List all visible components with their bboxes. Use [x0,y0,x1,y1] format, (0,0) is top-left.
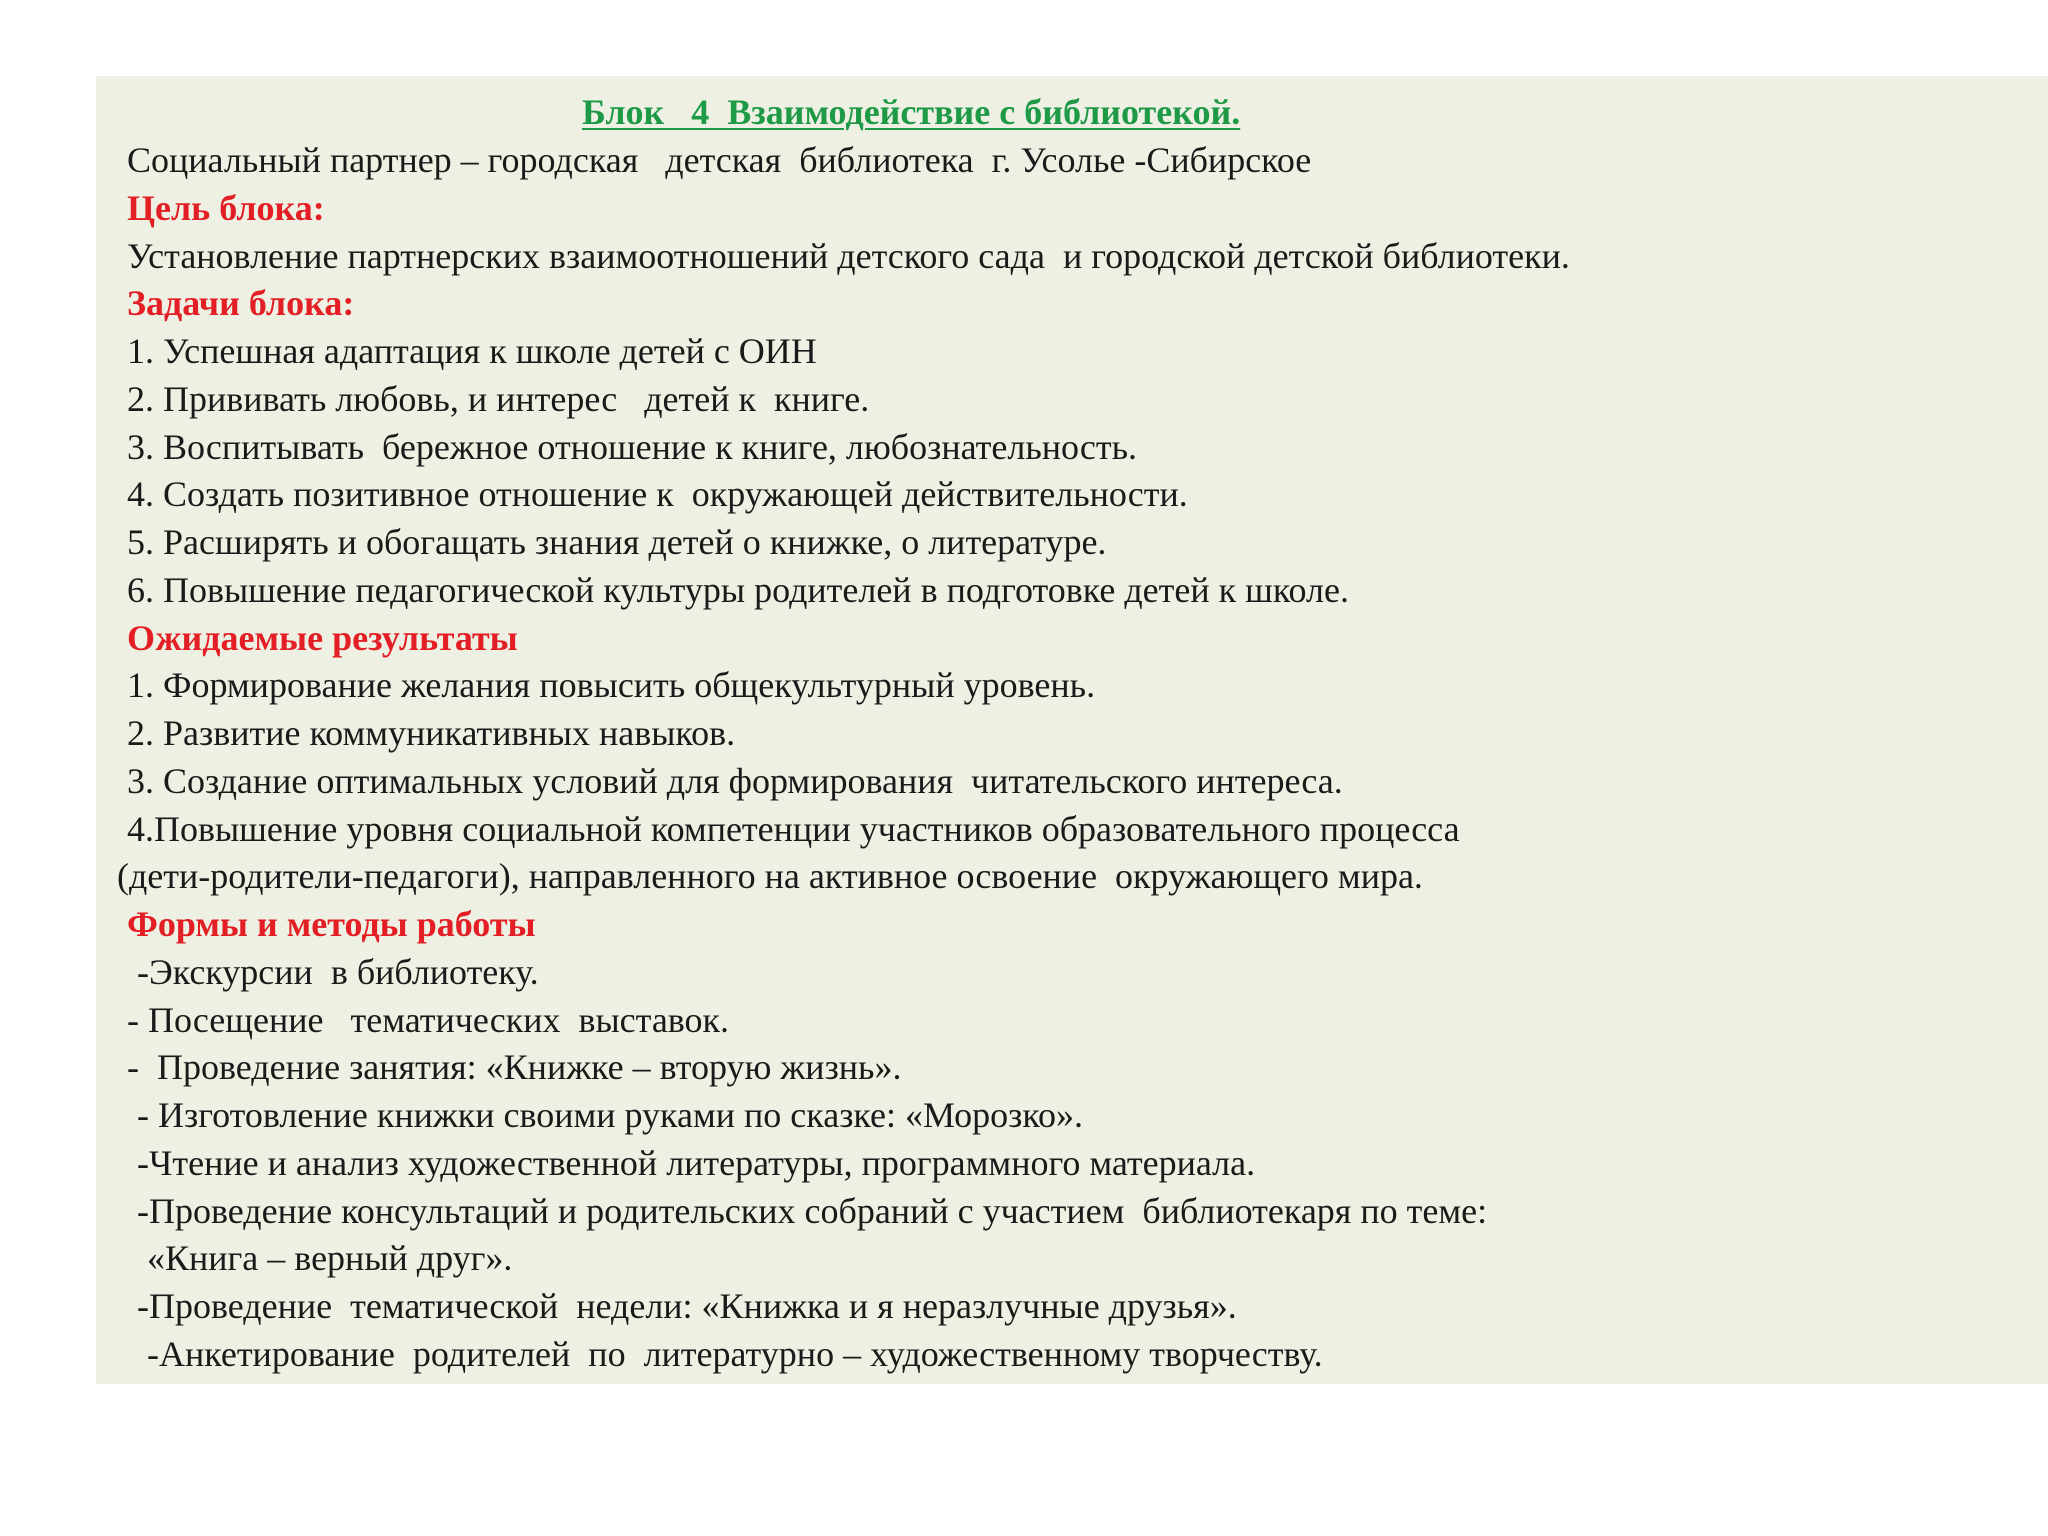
task-item: 1. Успешная адаптация к школе детей с ОИН [127,331,817,371]
methods-heading: Формы и методы работы [127,904,536,944]
task-item: 4. Создать позитивное отношение к окружающей действительности. [127,474,1188,514]
task-item: 6. Повышение педагогической культуры родителей в подготовке детей к школе. [127,570,1349,610]
method-item: - Проведение занятия: «Книжке – вторую жизнь». [127,1047,902,1087]
task-item: 3. Воспитывать бережное отношение к книге, любознательность. [127,427,1138,467]
partner-line: Социальный партнер – городская детская библиотека г. Усолье -Сибирское [127,140,1312,180]
method-item: -Экскурсии в библиотеку. [137,952,539,992]
result-item: 3. Создание оптимальных условий для формирования читательского интереса. [127,761,1343,801]
method-item: «Книга – верный друг». [147,1238,513,1278]
task-item: 2. Прививать любовь, и интерес детей к книге. [127,379,870,419]
result-item: 2. Развитие коммуникативных навыков. [127,713,736,753]
method-item: - Изготовление книжки своими руками по сказке: «Морозко». [137,1095,1083,1135]
method-item: -Чтение и анализ художественной литературы, программного материала. [137,1143,1256,1183]
tasks-heading: Задачи блока: [127,283,355,323]
result-item: 1. Формирование желания повысить общекультурный уровень. [127,665,1096,705]
method-item: - Посещение тематических выставок. [127,1000,730,1040]
task-item: 5. Расширять и обогащать знания детей о книжке, о литературе. [127,522,1107,562]
result-item: (дети-родители-педагоги), направленного на активное освоение окружающего мира. [117,856,1423,896]
method-item: -Проведение консультаций и родительских собраний с участием библиотекаря по теме: [137,1191,1488,1231]
result-item: 4.Повышение уровня социальной компетенции участников образовательного процесса [127,809,1460,849]
goal-text: Установление партнерских взаимоотношений детского сада и городской детской библиотеки. [127,236,1570,276]
page-title: Блок 4 Взаимодействие с библиотекой. [582,92,1241,132]
goal-heading: Цель блока: [127,188,325,228]
results-heading: Ожидаемые результаты [127,618,518,658]
method-item: -Анкетирование родителей по литературно – художественному творчеству. [147,1334,1323,1374]
method-item: -Проведение тематической недели: «Книжка и я неразлучные друзья». [137,1286,1237,1326]
